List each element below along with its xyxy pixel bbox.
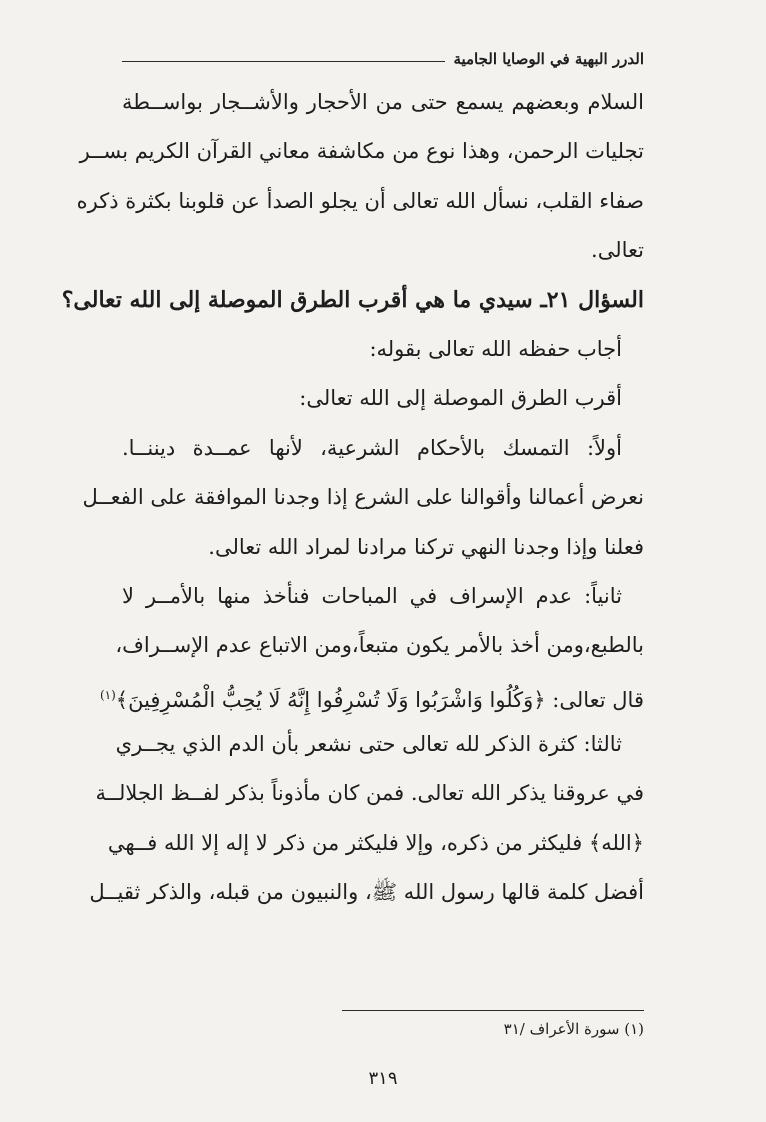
quran-verse: قال تعالى: ﴿وَكُلُوا وَاشْرَبُوا وَلَا تُسْرِفُوا إِنَّهُ لَا يُحِبُّ الْمُسْرِفِينَ﴾ <box>115 687 644 712</box>
text-line: فعلنا وإذا وجدنا النهي تركنا مرادنا لمراد الله تعالى. <box>208 534 644 559</box>
text-line: صفاء القلب، نسأل الله تعالى أن يجلو الصدأ عن قلوبنا بكثرة ذكره <box>76 188 644 213</box>
text-line: بالطبع،ومن أخذ بالأمر يكون متبعاً،ومن الاتباع عدم الإســراف، <box>115 633 644 658</box>
question-heading: السؤال ٢١ـ سيدي ما هي أقرب الطرق الموصلة إلى الله تعالى؟ <box>61 286 644 313</box>
text-line: أفضل كلمة قالها رسول الله ﷺ، والنبيون من قبله، والذكر ثقيــل <box>89 880 644 905</box>
page-number: ٣١٩ <box>368 1068 398 1089</box>
running-head-title: الدرر البهية في الوصايا الجامية <box>453 50 644 68</box>
running-head <box>122 40 644 74</box>
footnote-reference: (١) <box>99 687 116 702</box>
text-line: نعرض أعمالنا وأقوالنا على الشرع إذا وجدنا الموافقة على الفعــل <box>82 485 644 510</box>
quran-verse-line <box>99 671 644 720</box>
body-text <box>61 78 644 918</box>
footnote: (١) سورة الأعراف /٣١ <box>503 1020 644 1038</box>
text-line: أقرب الطرق الموصلة إلى الله تعالى: <box>299 386 622 411</box>
text-line: ثانياً: عدم الإسراف في المباحات فنأخذ منها بالأمــر لا <box>122 583 622 608</box>
text-line: في عروقنا يذكر الله تعالى. فمن كان مأذوناً بذكر لفــظ الجلالــة <box>95 781 644 806</box>
text-line: السلام وبعضهم يسمع حتى من الأحجار والأشــجار بواســطة <box>122 90 644 114</box>
text-line: ثالثا: كثرة الذكر لله تعالى حتى نشعر بأن الدم الذي يجــري <box>115 732 622 757</box>
footnote-rule <box>342 1010 644 1011</box>
text-line: تعالى. <box>591 238 644 263</box>
text-line: تجليات الرحمن، وهذا نوع من مكاشفة معاني القرآن الكريم بســر <box>79 139 644 164</box>
text-line: أجاب حفظه الله تعالى بقوله: <box>369 336 622 361</box>
running-head-rule <box>122 61 445 62</box>
text-line: أولاً: التمسك بالأحكام الشرعية، لأنها عمــدة ديننــا. <box>122 435 622 460</box>
text-line: ﴿الله﴾ فليكثر من ذكره، وإلا فليكثر من ذكر لا إله إلا الله فــهي <box>107 830 644 855</box>
